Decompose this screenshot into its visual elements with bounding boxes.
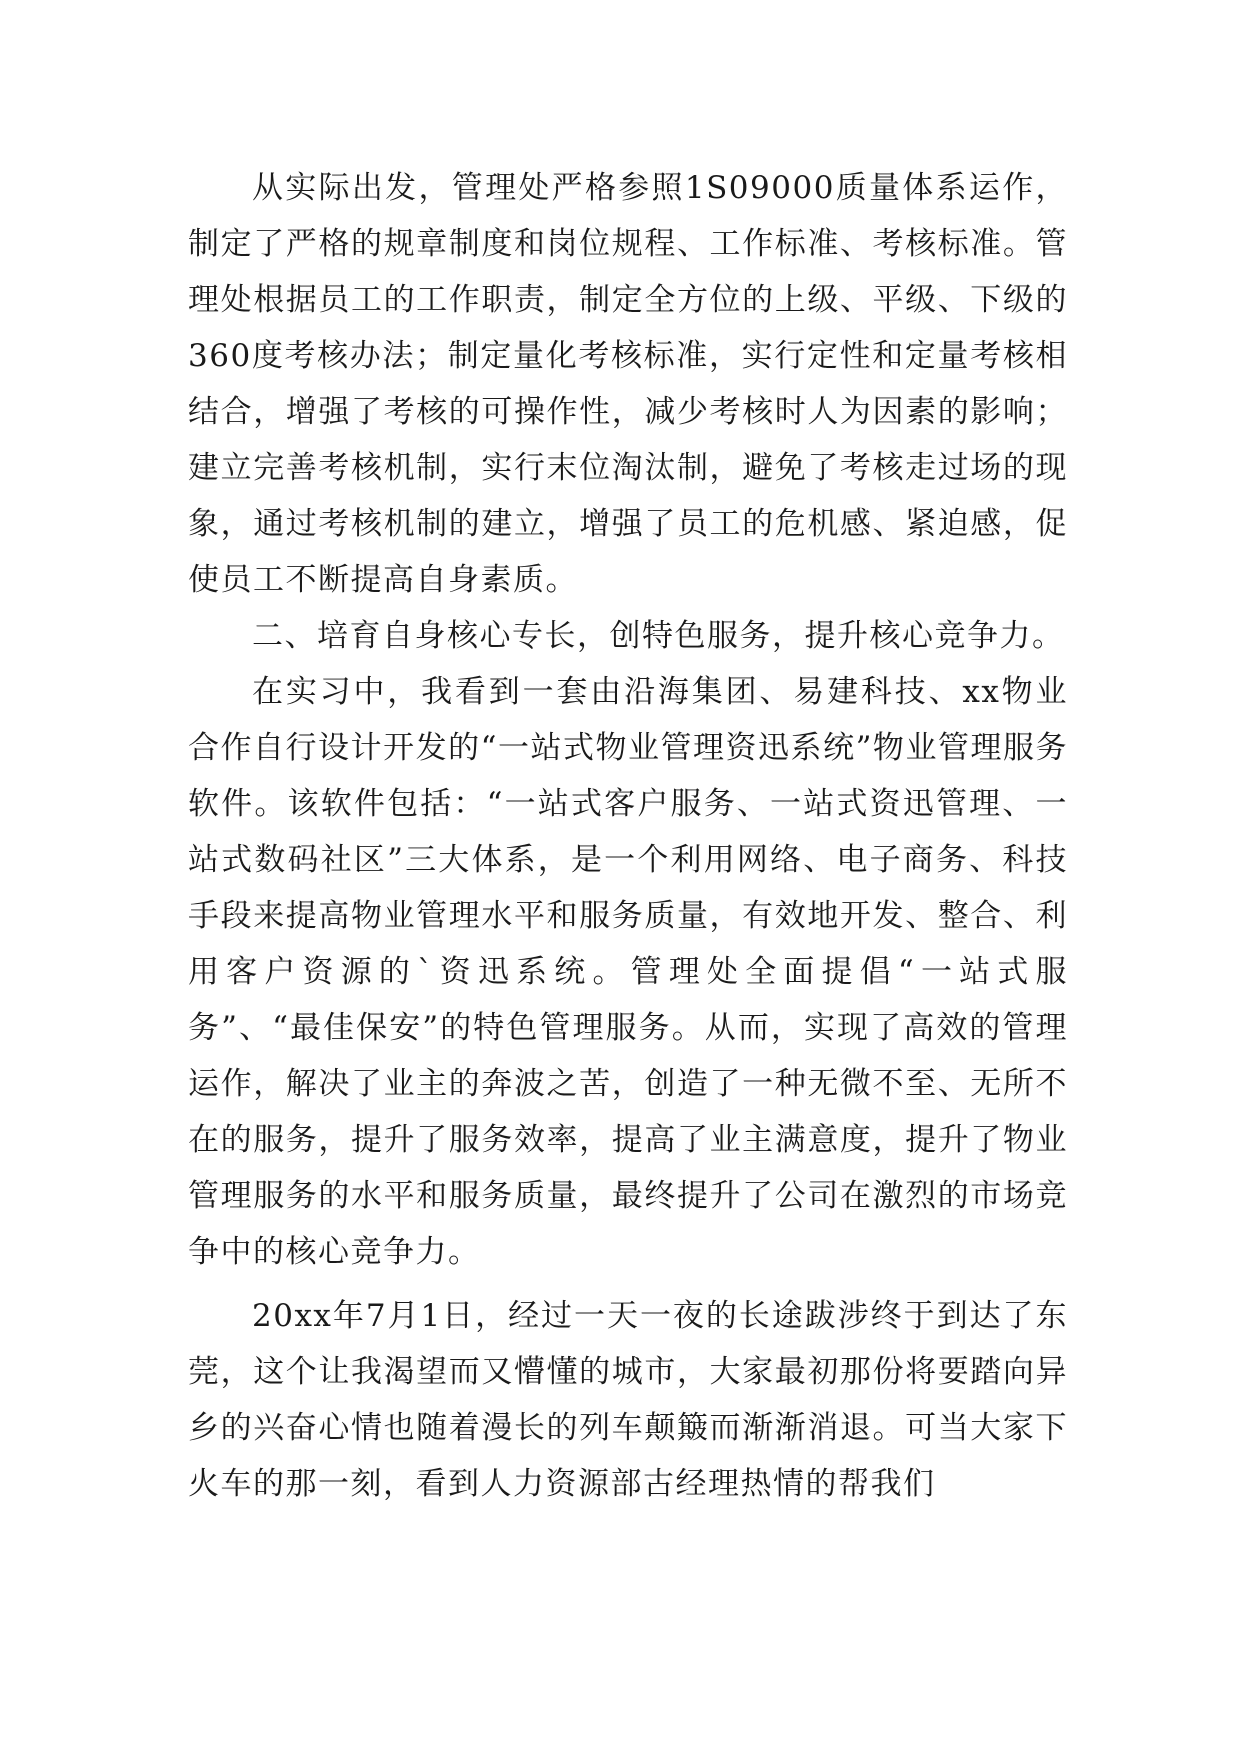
paragraph-assessment-system: 从实际出发，管理处严格参照1S09000质量体系运作，制定了严格的规章制度和岗位规程、工作标准、考核标准。管理处根据员工的工作职责，制定全方位的上级、平级、下级的360度考核办法；制定量化考核标准，实行定性和定量考核相结合，增强了考核的可操作性，减少考核时人为因素的影响；建立完善考核机制，实行末位淘汰制，避免了考核走过场的现象，通过考核机制的建立，增强了员工的危机感、紧迫感，促使员工不断提高自身素质。 bbox=[188, 170, 1068, 598]
paragraph-section-heading: 二、培育自身核心专长，创特色服务，提升核心竞争力。 bbox=[252, 618, 1065, 654]
paragraph-arrival-dongguan: 20xx年7月1日，经过一天一夜的长途跋涉终于到达了东莞，这个让我渴望而又懵懂的城市，大家最初那份将要踏向异乡的兴奋心情也随着漫长的列车颠簸而渐渐消退。可当大家下火车的那一刻，看到人力资源部古经理热情的帮我们 bbox=[188, 1298, 1068, 1502]
document-body bbox=[188, 160, 1068, 1512]
paragraph-one-stop-system: 在实习中，我看到一套由沿海集团、易建科技、xx物业合作自行设计开发的“一站式物业管理资迅系统”物业管理服务软件。该软件包括：“一站式客户服务、一站式资迅管理、一站式数码社区”三大体系，是一个利用网络、电子商务、科技手段来提高物业管理水平和服务质量，有效地开发、整合、利用客户资源的`资迅系统。管理处全面提倡“一站式服务”、“最佳保安”的特色管理服务。从而，实现了高效的管理运作，解决了业主的奔波之苦，创造了一种无微不至、无所不在的服务，提升了服务效率，提高了业主满意度，提升了物业管理服务的水平和服务质量，最终提升了公司在激烈的市场竞争中的核心竞争力。 bbox=[188, 674, 1068, 1270]
